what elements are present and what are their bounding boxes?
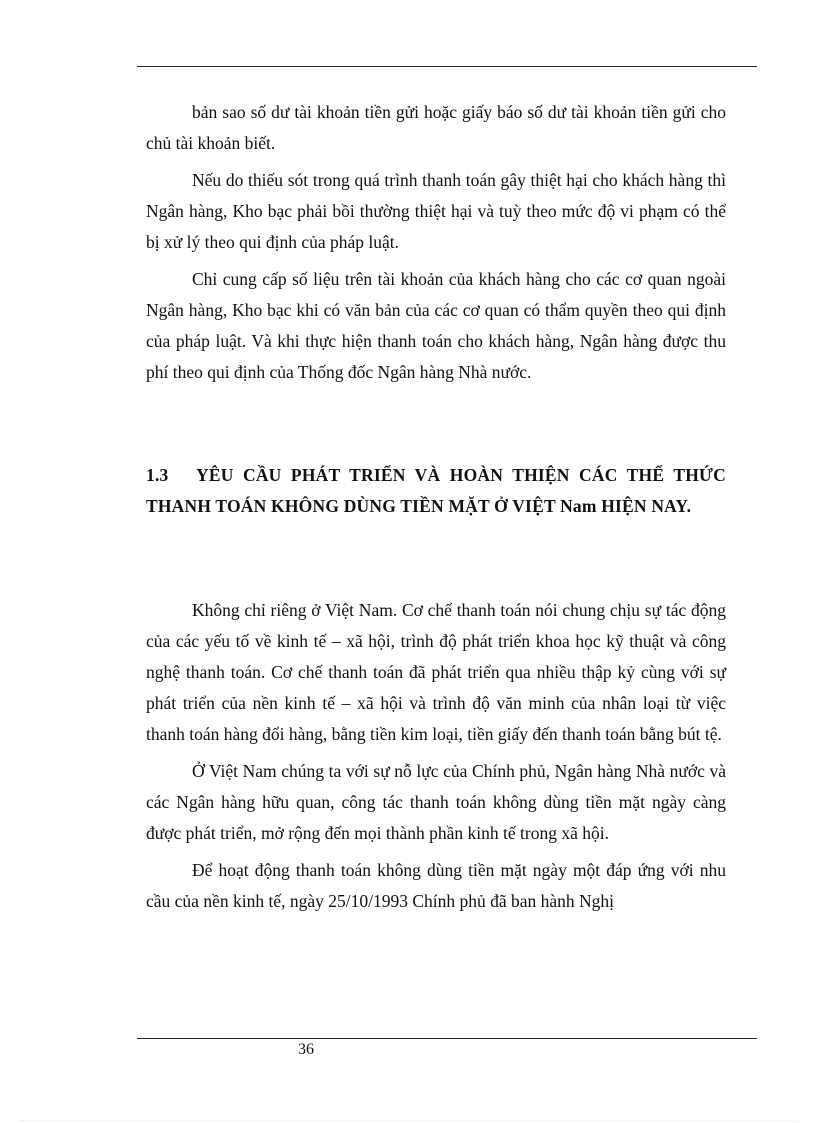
paragraph-payment-mechanism: Không chỉ riêng ở Việt Nam. Cơ chế thanh toán nói chung chịu sự tác động của các yếu tố về kinh tế – xã hội, trình độ phát triển khoa học kỹ thuật và công nghệ thanh toán. Cơ chế thanh toán đã phát triển qua nhiều thập kỷ cùng với sự phát triển của nền kinh tế – xã hội và trình độ văn minh của nhân loại từ việc thanh toán hàng đổi hàng, bằng tiền kim loại, tiền giấy đến thanh toán bằng bút tệ. [146,600,726,744]
paragraph-data-disclosure: Chỉ cung cấp số liệu trên tài khoản của khách hàng cho các cơ quan ngoài Ngân hàng, Kho bạc khi có văn bản của các cơ quan có thẩm quyền theo qui định của pháp luật. Và khi thực hiện thanh toán cho khách hàng, Ngân hàng được thu phí theo qui định của Thống đốc Ngân hàng Nhà nước. [146,269,726,382]
paragraph-continuation: bản sao số dư tài khoản tiền gửi hoặc giấy báo số dư tài khoản tiền gửi cho chủ tài khoản biết. [146,102,726,153]
section-number: 1.3 [146,465,169,485]
paragraph-vietnam-efforts: Ở Việt Nam chúng ta với sự nỗ lực của Chính phủ, Ngân hàng Nhà nước và các Ngân hàng hữu quan, công tác thanh toán không dùng tiền mặt ngày càng được phát triển, mở rộng đến mọi thành phần kinh tế trong xã hội. [146,761,726,843]
section-title: YÊU CẦU PHÁT TRIỂN VÀ HOÀN THIỆN CÁC THỂ THỨC THANH TOÁN KHÔNG DÙNG TIỀN MẶT Ở VIỆT Nam HIỆN NAY. [146,465,726,516]
paragraph-government-decree: Để hoạt động thanh toán không dùng tiền mặt ngày một đáp ứng với nhu cầu của nền kinh tế, ngày 25/10/1993 Chính phủ đã ban hành Nghị [146,860,726,911]
footer-rule [137,1038,757,1039]
body-text-bottom [146,595,726,917]
header-rule [137,66,757,67]
page-edge-divider [20,1120,796,1121]
body-text-top [146,97,726,388]
section-heading [146,460,726,522]
paragraph-damages: Nếu do thiếu sót trong quá trình thanh toán gây thiệt hại cho khách hàng thì Ngân hàng, Kho bạc phải bồi thường thiệt hại và tuỳ theo mức độ vi phạm có thể bị xử lý theo qui định của pháp luật. [146,170,726,252]
page-number: 36 [298,1041,314,1058]
